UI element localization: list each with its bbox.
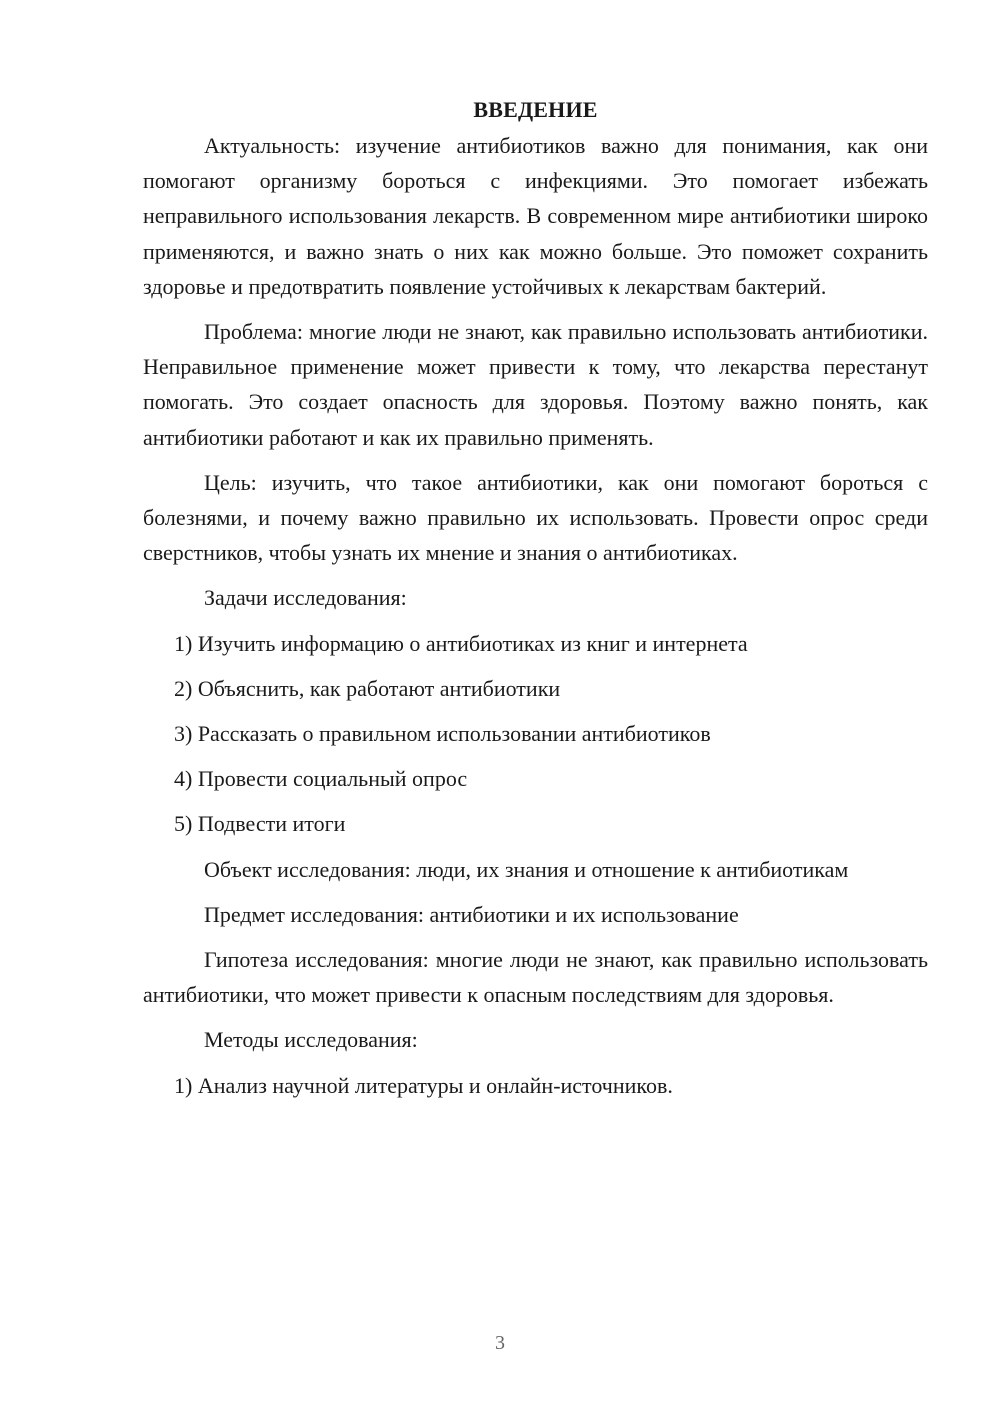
- task-item-4: 4) Провести социальный опрос: [174, 766, 468, 792]
- task-item-5: 5) Подвести итоги: [174, 811, 346, 837]
- tasks-title: Задачи исследования:: [204, 585, 407, 611]
- task-item-1: 1) Изучить информацию о антибиотиках из книг и интернета: [174, 630, 748, 656]
- object-paragraph: Объект исследования: люди, их знания и отношение к антибиотикам: [204, 856, 849, 882]
- document-page: [143, 92, 928, 1113]
- relevance-paragraph: Актуальность: изучение антибиотиков важно для понимания, как они помогают организму бороться с инфекциями. Это помогает избежать неправильного использования лекарств. В современном мире антибиотики широко применяются, и важно знать о них как можно больше. Это поможет сохранить здоровье и предотвратить появление устойчивых к лекарствам бактерий.: [143, 133, 928, 299]
- section-heading: ВВЕДЕНИЕ: [473, 97, 598, 122]
- page-number: 3: [495, 1332, 505, 1354]
- methods-title: Методы исследования:: [204, 1027, 418, 1053]
- subject-paragraph: Предмет исследования: антибиотики и их использование: [204, 901, 739, 927]
- problem-paragraph: Проблема: многие люди не знают, как правильно использовать антибиотики. Неправильное применение может привести к тому, что лекарства перестанут помогать. Это создает опасность для здоровья. Поэтому важно понять, как антибиотики работают и как их правильно применять.: [143, 319, 928, 450]
- hypothesis-paragraph: Гипотеза исследования: многие люди не знают, как правильно использовать антибиотики, что может привести к опасным последствиям для здоровья.: [143, 947, 928, 1008]
- task-item-2: 2) Объяснить, как работают антибиотики: [174, 675, 561, 701]
- method-item-1: 1) Анализ научной литературы и онлайн-источников.: [174, 1072, 673, 1098]
- goal-paragraph: Цель: изучить, что такое антибиотики, как они помогают бороться с болезнями, и почему важно правильно их использовать. Провести опрос среди сверстников, чтобы узнать их мнение и знания о антибиотиках.: [143, 469, 928, 566]
- task-item-3: 3) Рассказать о правильном использовании антибиотиков: [174, 721, 711, 747]
